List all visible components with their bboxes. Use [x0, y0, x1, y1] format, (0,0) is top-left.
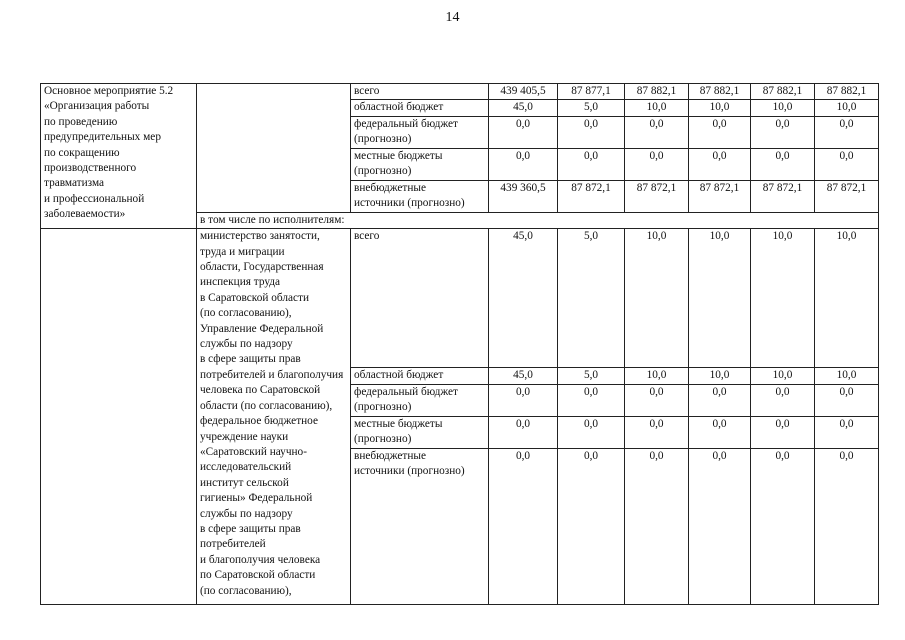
value-cell: 0,0 — [815, 448, 879, 604]
value-cell: 0,0 — [689, 448, 751, 604]
value-cell: 87 882,1 — [689, 84, 751, 100]
value-cell: 0,0 — [558, 448, 625, 604]
value-cell: 0,0 — [489, 448, 558, 604]
row-label: местные бюджеты (прогнозно) — [351, 148, 489, 180]
value-cell: 0,0 — [489, 148, 558, 180]
value-cell: 0,0 — [751, 416, 815, 448]
row-label: областной бюджет — [351, 368, 489, 384]
value-cell: 10,0 — [689, 229, 751, 368]
value-cell: 5,0 — [558, 368, 625, 384]
exec-row-total — [41, 229, 879, 368]
value-cell: 10,0 — [625, 229, 689, 368]
value-cell: 5,0 — [558, 100, 625, 116]
value-cell: 10,0 — [815, 229, 879, 368]
value-cell: 87 872,1 — [625, 180, 689, 212]
value-cell: 0,0 — [558, 416, 625, 448]
activity-continuation — [41, 229, 197, 604]
value-cell: 0,0 — [489, 416, 558, 448]
value-cell: 0,0 — [815, 148, 879, 180]
row-label: федеральный бюджет (прогнозно) — [351, 116, 489, 148]
value-cell: 10,0 — [751, 368, 815, 384]
row-label: всего — [351, 84, 489, 100]
value-cell: 0,0 — [489, 116, 558, 148]
value-cell: 439 360,5 — [489, 180, 558, 212]
value-cell: 45,0 — [489, 368, 558, 384]
value-cell: 10,0 — [751, 100, 815, 116]
value-cell: 0,0 — [558, 116, 625, 148]
row-label: местные бюджеты (прогнозно) — [351, 416, 489, 448]
value-cell: 87 872,1 — [751, 180, 815, 212]
value-cell: 0,0 — [751, 448, 815, 604]
row-label: федеральный бюджет (прогнозно) — [351, 384, 489, 416]
value-cell: 0,0 — [625, 116, 689, 148]
value-cell: 0,0 — [689, 148, 751, 180]
value-cell: 87 882,1 — [751, 84, 815, 100]
budget-table — [40, 83, 879, 605]
value-cell: 87 877,1 — [558, 84, 625, 100]
value-cell: 439 405,5 — [489, 84, 558, 100]
row-label: внебюджетные источники (прогнозно) — [351, 180, 489, 212]
value-cell: 0,0 — [815, 416, 879, 448]
value-cell: 45,0 — [489, 100, 558, 116]
value-cell: 0,0 — [689, 384, 751, 416]
row-label: внебюджетные источники (прогнозно) — [351, 448, 489, 604]
value-cell: 0,0 — [625, 148, 689, 180]
value-cell: 0,0 — [558, 384, 625, 416]
executors-caption: в том числе по исполнителям: — [197, 212, 879, 228]
main-executor-cell — [197, 84, 351, 213]
value-cell: 10,0 — [689, 368, 751, 384]
value-cell: 10,0 — [689, 100, 751, 116]
value-cell: 10,0 — [625, 368, 689, 384]
value-cell: 0,0 — [751, 116, 815, 148]
value-cell: 87 872,1 — [815, 180, 879, 212]
value-cell: 45,0 — [489, 229, 558, 368]
value-cell: 0,0 — [751, 148, 815, 180]
value-cell: 10,0 — [815, 368, 879, 384]
value-cell: 0,0 — [689, 416, 751, 448]
value-cell: 0,0 — [751, 384, 815, 416]
value-cell: 0,0 — [625, 384, 689, 416]
row-label: всего — [351, 229, 489, 368]
value-cell: 87 882,1 — [815, 84, 879, 100]
value-cell: 0,0 — [689, 116, 751, 148]
value-cell: 5,0 — [558, 229, 625, 368]
value-cell: 0,0 — [625, 416, 689, 448]
activity-name: Основное мероприятие 5.2 «Организация работы по проведению предупредительных мер по сокращению производственного травматизма и профессиональной заболеваемости» — [41, 84, 197, 229]
value-cell: 0,0 — [489, 384, 558, 416]
value-cell: 87 872,1 — [558, 180, 625, 212]
row-label: областной бюджет — [351, 100, 489, 116]
value-cell: 0,0 — [558, 148, 625, 180]
value-cell: 10,0 — [815, 100, 879, 116]
executor-name: министерство занятости, труда и миграции области, Государственная инспекция труда в Саратовской области (по согласованию), Управление Федеральной службы по надзору в сфере защиты прав потребителей и благополучия человека по Саратовской области (по согласованию), федеральное бюджетное учреждение науки «Саратовский научно- исследовательский институт сельской гигиены» Федеральной службы по надзору в сфере защиты прав потребителей и благополучия человека по Саратовской области (по согласованию), — [197, 229, 351, 604]
value-cell: 0,0 — [815, 116, 879, 148]
value-cell: 0,0 — [815, 384, 879, 416]
main-row-total — [41, 84, 879, 100]
value-cell: 0,0 — [625, 448, 689, 604]
value-cell: 87 872,1 — [689, 180, 751, 212]
value-cell: 87 882,1 — [625, 84, 689, 100]
page-number: 14 — [445, 10, 460, 25]
value-cell: 10,0 — [625, 100, 689, 116]
value-cell: 10,0 — [751, 229, 815, 368]
